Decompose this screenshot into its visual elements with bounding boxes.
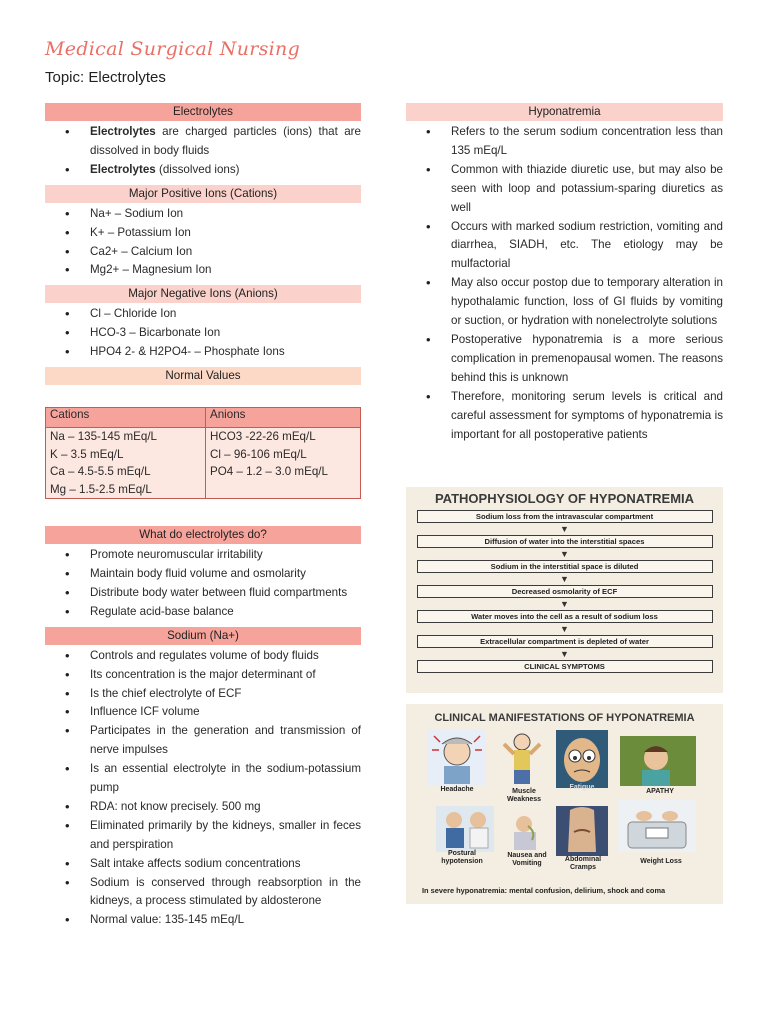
list-item: • HCO-3 – Bicarbonate Ion — [65, 324, 361, 343]
severe-hyponatremia-note: In severe hyponatremia: mental confusion, delirium, shock and coma — [422, 886, 666, 895]
caption-postural-hypotension: Postural hypotension — [441, 850, 483, 865]
pathophysiology-figure — [406, 487, 723, 693]
normal-values-section — [45, 367, 361, 385]
list-item: • Salt intake affects sodium concentrations — [65, 855, 361, 874]
hyponatremia-section — [406, 103, 723, 444]
list-item: • Eliminated primarily by the kidneys, smaller in feces and perspiration — [65, 817, 361, 855]
down-arrow-icon: ▼ — [560, 599, 569, 609]
electrolytes-section — [45, 103, 361, 180]
list-item: • Influence ICF volume — [65, 703, 361, 722]
normal-values-header: Normal Values — [45, 367, 361, 385]
fatigue-illustration — [556, 730, 608, 788]
list-item: • Regulate acid-base balance — [65, 603, 361, 622]
table-header-anions: Anions — [206, 408, 361, 428]
flow-step: Sodium in the interstitial space is diluted — [417, 560, 713, 573]
list-item: • Maintain body fluid volume and osmolarity — [65, 565, 361, 584]
cations-values-cell: Na – 135-145 mEq/L K – 3.5 mEq/L Ca – 4.5-5.5 mEq/L Mg – 1.5-2.5 mEq/L — [46, 428, 206, 499]
caption-headache: Headache — [440, 786, 474, 793]
list-item: • Distribute body water between fluid compartments — [65, 584, 361, 603]
pathophysiology-title: PATHOPHYSIOLOGY OF HYPONATREMIA — [434, 491, 695, 506]
list-item: • Refers to the serum sodium concentration less than 135 mEq/L — [426, 123, 723, 161]
caption-nausea-vomiting: Nausea and Vomiting — [507, 852, 547, 867]
list-item: • Normal value: 135-145 mEq/L — [65, 911, 361, 930]
list-item: • Cl – Chloride Ion — [65, 305, 361, 324]
down-arrow-icon: ▼ — [560, 624, 569, 634]
list-item: • May also occur postop due to temporary alteration in hypothalamic function, loss of GI fluids by vomiting or suction, or hydration with nonelectrolyte solutions — [426, 274, 723, 331]
flow-step: Sodium loss from the intravascular compartment — [417, 510, 713, 523]
functions-section — [45, 526, 361, 622]
list-item: • Therefore, monitoring serum levels is critical and careful assessment for symptoms of hyponatremia is important for all postoperative patients — [426, 388, 723, 445]
list-item: • Controls and regulates volume of body fluids — [65, 647, 361, 666]
hyponatremia-header: Hyponatremia — [406, 103, 723, 121]
down-arrow-icon: ▼ — [560, 649, 569, 659]
list-item: • Participates in the generation and transmission of nerve impulses — [65, 722, 361, 760]
caption-apathy: APATHY — [646, 788, 674, 795]
flow-step: CLINICAL SYMPTOMS — [417, 660, 713, 673]
topic-heading: Topic: Electrolytes — [45, 69, 166, 86]
apathy-illustration — [620, 736, 696, 786]
functions-header: What do electrolytes do? — [45, 526, 361, 544]
muscle-weakness-illustration — [500, 730, 544, 786]
sodium-section — [45, 627, 361, 931]
list-item: • Common with thiazide diuretic use, but may also be seen with loop and potassium-sparing diuretics as well — [426, 161, 723, 218]
anions-values-cell: HCO3 -22-26 mEq/L Cl – 96-106 mEq/L PO4 – 1.2 – 3.0 mEq/L — [206, 428, 361, 499]
nausea-vomiting-illustration — [502, 812, 548, 852]
list-item: • Promote neuromuscular irritability — [65, 546, 361, 565]
list-item: • RDA: not know precisely. 500 mg — [65, 798, 361, 817]
down-arrow-icon: ▼ — [560, 524, 569, 534]
right-column — [406, 103, 723, 449]
caption-muscle-weakness: Muscle Weakness — [506, 788, 542, 803]
manifestations-title: CLINICAL MANIFESTATIONS OF HYPONATREMIA — [434, 712, 695, 724]
list-item: • Na+ – Sodium Ion — [65, 205, 361, 224]
weight-loss-illustration — [618, 800, 696, 852]
normal-values-table — [45, 407, 361, 499]
list-item: • Electrolytes (dissolved ions) — [65, 161, 361, 180]
abdominal-cramps-illustration — [556, 806, 608, 856]
list-item: • Its concentration is the major determinant of — [65, 666, 361, 685]
anions-header: Major Negative Ions (Anions) — [45, 285, 361, 303]
electrolytes-header: Electrolytes — [45, 103, 361, 121]
caption-weight-loss: Weight Loss — [640, 858, 682, 865]
table-header-cations: Cations — [46, 408, 206, 428]
headache-illustration — [428, 730, 486, 786]
anions-section — [45, 285, 361, 362]
down-arrow-icon: ▼ — [560, 574, 569, 584]
flow-step: Diffusion of water into the interstitial spaces — [417, 535, 713, 548]
left-column — [45, 103, 361, 935]
list-item: • Ca2+ – Calcium Ion — [65, 243, 361, 262]
flow-step: Decreased osmolarity of ECF — [417, 585, 713, 598]
list-item: • Is an essential electrolyte in the sodium-potassium pump — [65, 760, 361, 798]
cations-header: Major Positive Ions (Cations) — [45, 185, 361, 203]
list-item: • Mg2+ – Magnesium Ion — [65, 261, 361, 280]
down-arrow-icon: ▼ — [560, 549, 569, 559]
caption-fatigue: Fatigue — [569, 784, 595, 791]
list-item: • Sodium is conserved through reabsorption in the kidneys, a process stimulated by aldosterone — [65, 874, 361, 912]
list-item: • K+ – Potassium Ion — [65, 224, 361, 243]
flow-step: Extracellular compartment is depleted of water — [417, 635, 713, 648]
postural-hypotension-illustration — [436, 806, 494, 852]
list-item: • Occurs with marked sodium restriction, vomiting and diarrhea, SIADH, etc. The etiology may be mulfactorial — [426, 218, 723, 275]
list-item: • Electrolytes are charged particles (ions) that are dissolved in body fluids — [65, 123, 361, 161]
clinical-manifestations-figure — [406, 704, 723, 904]
pathophysiology-flowchart — [417, 510, 713, 673]
document-title: Medical Surgical Nursing — [45, 38, 301, 60]
flow-step: Water moves into the cell as a result of sodium loss — [417, 610, 713, 623]
caption-abdominal-cramps: Abdominal Cramps — [564, 856, 602, 871]
list-item: • Is the chief electrolyte of ECF — [65, 685, 361, 704]
list-item: • HPO4 2- & H2PO4- – Phosphate Ions — [65, 343, 361, 362]
sodium-header: Sodium (Na+) — [45, 627, 361, 645]
cations-section — [45, 185, 361, 281]
list-item: • Postoperative hyponatremia is a more serious complication in premenopausal women. The reasons behind this is unknown — [426, 331, 723, 388]
